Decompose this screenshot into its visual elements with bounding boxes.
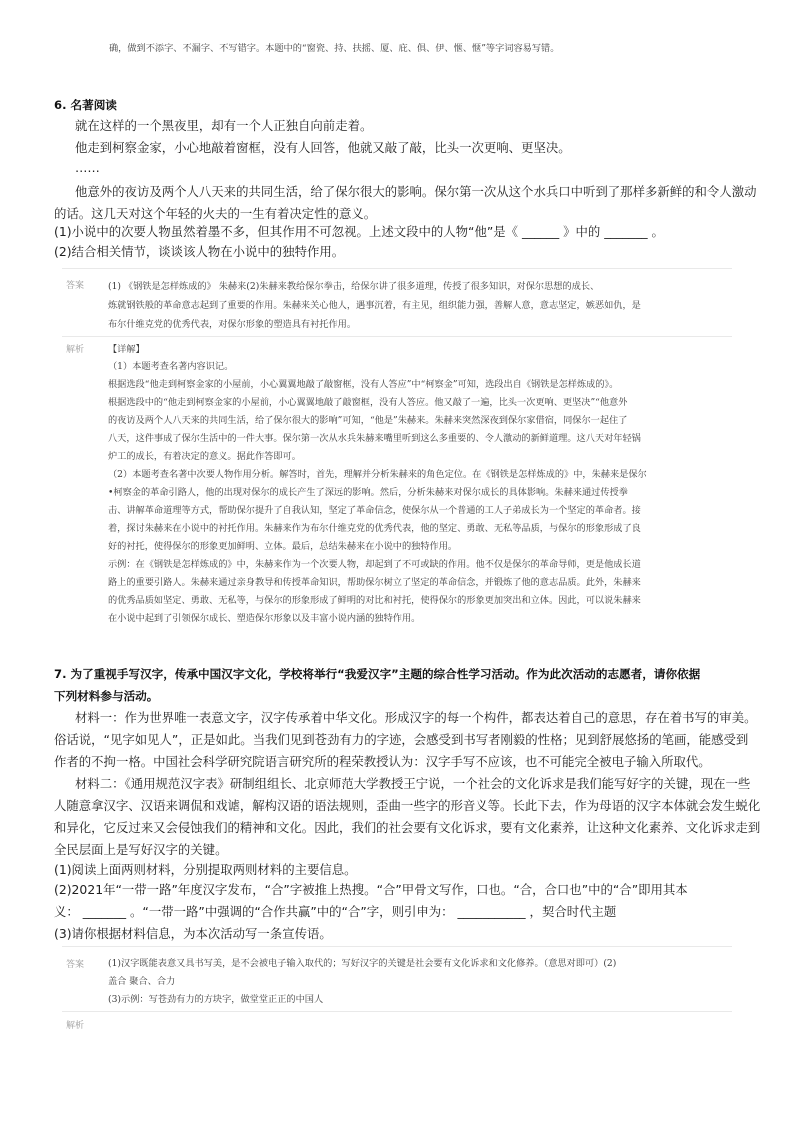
passage-line: 他走到柯察金家，小心地敲着窗框，没有人回答，他就又敲了敲，比头一次更响、更坚决。: [75, 140, 571, 155]
question-6-sub-2: (2)结合相关情节，谈谈该人物在小说中的独特作用。: [54, 244, 345, 259]
divider: [62, 336, 732, 337]
answer-line: (1) 《钢铁是怎样炼成的》 朱赫来(2)朱赫来教给保尔拳击，给保尔讲了很多道理，传授了很多知识，对保尔思想的成长、: [108, 281, 600, 292]
divider: [62, 946, 732, 947]
answer-label: 答案: [66, 960, 85, 970]
material-line: 材料二：《通用规范汉字表》研制组组长、北京师范大学教授王宁说，一个社会的文化诉求是我们能写好字的关键，现在一些: [75, 776, 751, 791]
analysis-line: 炉工的成长，有着决定的意义。据此作答即可。: [108, 451, 301, 462]
question-7-sub: (1)阅读上面两则材料，分别提取两则材料的主要信息。: [54, 862, 357, 877]
question-7-sub: (2)2021年“一带一路”年度汉字发布，“合”字被推上热搜。“合”甲骨文写作，口也。“合，合口也”中的“合”即用其本: [54, 882, 688, 897]
question-6-title: 6. 名著阅读: [54, 98, 117, 112]
analysis-line: 根据选段“他走到柯察金家的小屋前，小心翼翼地敲了敲窗框，没有人答应”中“柯察金”可知，选段出自《钢铁是怎样炼成的》。: [108, 379, 619, 390]
analysis-line: 根据选段中的“他走到柯察金家的小屋前，小心翼翼地敲了敲窗框，没有人答应。他又敲了一遍，比头一次更响、更坚决”“他意外: [108, 397, 628, 408]
analysis-line: 好的衬托，使得保尔的形象更加鲜明、立体。最后，总结朱赫来在小说中的独特作用。: [108, 541, 458, 552]
analysis-line: 击、讲解革命道理等方式，帮助保尔提升了自我认知，坚定了革命信念，使保尔从一个普通的工人子弟成长为一个坚定的革命者。接: [108, 505, 641, 516]
analysis-label: 解析: [66, 1021, 85, 1031]
analysis-line: 在小说中起到了引领保尔成长、塑造保尔形象以及丰富小说内涵的独特作用。: [108, 613, 421, 624]
answer-line: 布尔什维克党的优秀代表，对保尔形象的塑造具有衬托作用。: [108, 319, 357, 330]
answer-label: 答案: [66, 281, 85, 291]
analysis-line: 【详解】: [108, 344, 145, 355]
analysis-line: •柯察金的革命引路人，他的出现对保尔的成长产生了深远的影响。然后，分析朱赫来对保尔成长的具体影响。朱赫来通过传授拳: [108, 487, 628, 498]
analysis-line: 着，探讨朱赫来在小说中的衬托作用。朱赫来作为布尔什维克党的优秀代表，他的坚定、勇敢、无私等品质，与保尔的形象形成了良: [108, 523, 641, 534]
answer-line: 盖合 聚合、合力: [108, 976, 176, 987]
analysis-line: 的优秀品质如坚定、勇敢、无私等，与保尔的形象形成了鲜明的对比和衬托，使得保尔的形象更加突出和立体。因此，可以说朱赫来: [108, 595, 641, 606]
top-note-text: 确，做到不添字、不漏字、不写错字。本题中的“窗瓷、持、扶摇、厦、庇、俱、伊、惬、惬”等字词容易写错。: [109, 43, 560, 54]
question-7-sub: 义： _______ 。“一带一路”中强调的“合作共赢”中的“合”字，则引申为： ___________ ，契合时代主题: [54, 904, 617, 919]
passage-line: ……: [75, 160, 100, 175]
question-7-title: 下列材料参与活动。: [54, 689, 159, 703]
analysis-line: （2）本题考查名著中次要人物作用分析。解答时，首先，理解并分析朱赫来的角色定位。在《钢铁是怎样炼成的》中，朱赫来是保尔: [108, 469, 647, 480]
passage-line: 他意外的夜访及两个人八天来的共同生活，给了保尔很大的影响。保尔第一次从这个水兵口中听到了那样多新鲜的和令人激动: [75, 184, 757, 199]
material-line: 材料一：作为世界唯一表意文字，汉字传承着中华文化。形成汉字的每一个构件，都表达着自己的意思，存在着书写的审美。: [75, 710, 757, 725]
answer-line: 炼就钢铁般的革命意志起到了重要的作用。朱赫来关心他人，遇事沉着，有主见，组织能力强，善解人意，意志坚定，嫉恶如仇，是: [108, 300, 641, 311]
material-line: 作者的不拘一格。中国社会科学研究院语言研究所的程荣教授认为：汉字手写不应该，也不可能完全被电子输入所取代。: [54, 754, 711, 769]
analysis-line: 示例：在《钢铁是怎样炼成的》中，朱赫来作为一个次要人物，却起到了不可或缺的作用。他不仅是保尔的革命导师，更是他成长道: [108, 559, 641, 570]
question-7-title: 7. 为了重视手写汉字，传承中国汉字文化，学校将举行“我爱汉字”主题的综合性学习活动。作为此次活动的志愿者，请你依据: [54, 667, 701, 681]
question-7-sub: (3)请你根据材料信息，为本次活动写一条宣传语。: [54, 926, 332, 941]
material-line: 全民层面上是写好汉字的关键。: [54, 842, 228, 857]
analysis-line: 的夜访及两个人八天来的共同生活，给了保尔很大的影响”可知，“他是”朱赫来。朱赫来突然深夜到保尔家借宿，同保尔一起住了: [108, 415, 628, 426]
analysis-line: 路上的重要引路人。朱赫来通过亲身教导和传授革命知识，帮助保尔树立了坚定的革命信念，并锻炼了他的意志品质。此外，朱赫来: [108, 577, 641, 588]
analysis-line: 八天，这件事成了保尔生活中的一件大事。保尔第一次从水兵朱赫来嘴里听到这么多重要的、令人激动的新鲜道理。这八天对年轻锅: [108, 433, 641, 444]
answer-line: (3)示例：写苍劲有力的方块字，做堂堂正正的中国人: [108, 994, 324, 1005]
passage-line: 就在这样的一个黑夜里，却有一个人正独自向前走着。: [75, 118, 373, 133]
analysis-line: （1）本题考查名著内容识记。: [108, 361, 234, 372]
material-line: 人随意拿汉字、汉语来调侃和戏谑，解构汉语的语法规则，歪曲一些字的形音义等。长此下去，作为母语的汉字本体就会发生蜕化: [54, 798, 761, 813]
question-6-sub-1: (1)小说中的次要人物虽然着墨不多，但其作用不可忽视。上述文段中的人物“他”是《 ______ 》中的 _______ 。: [54, 224, 664, 239]
passage-line: 的话。这几天对这个年轻的火夫的一生有着决定性的意义。: [54, 206, 377, 221]
analysis-label: 解析: [66, 345, 85, 355]
material-line: 和异化，它反过来又会侵蚀我们的精神和文化。因此，我们的社会要有文化诉求，要有文化素养，让这种文化素养、文化诉求走到: [54, 820, 761, 835]
material-line: 俗话说，“见字如见人”，正是如此。当我们见到苍劲有力的字迹，会感受到书写者刚毅的性格；见到舒展悠扬的笔画，能感受到: [54, 732, 749, 747]
divider: [62, 268, 732, 269]
answer-line: (1)汉字既能表意又具书写美，是不会被电子输入取代的；写好汉字的关键是社会要有文化诉求和文化修养。（意思对即可）(2): [108, 958, 617, 969]
divider: [62, 1011, 732, 1012]
